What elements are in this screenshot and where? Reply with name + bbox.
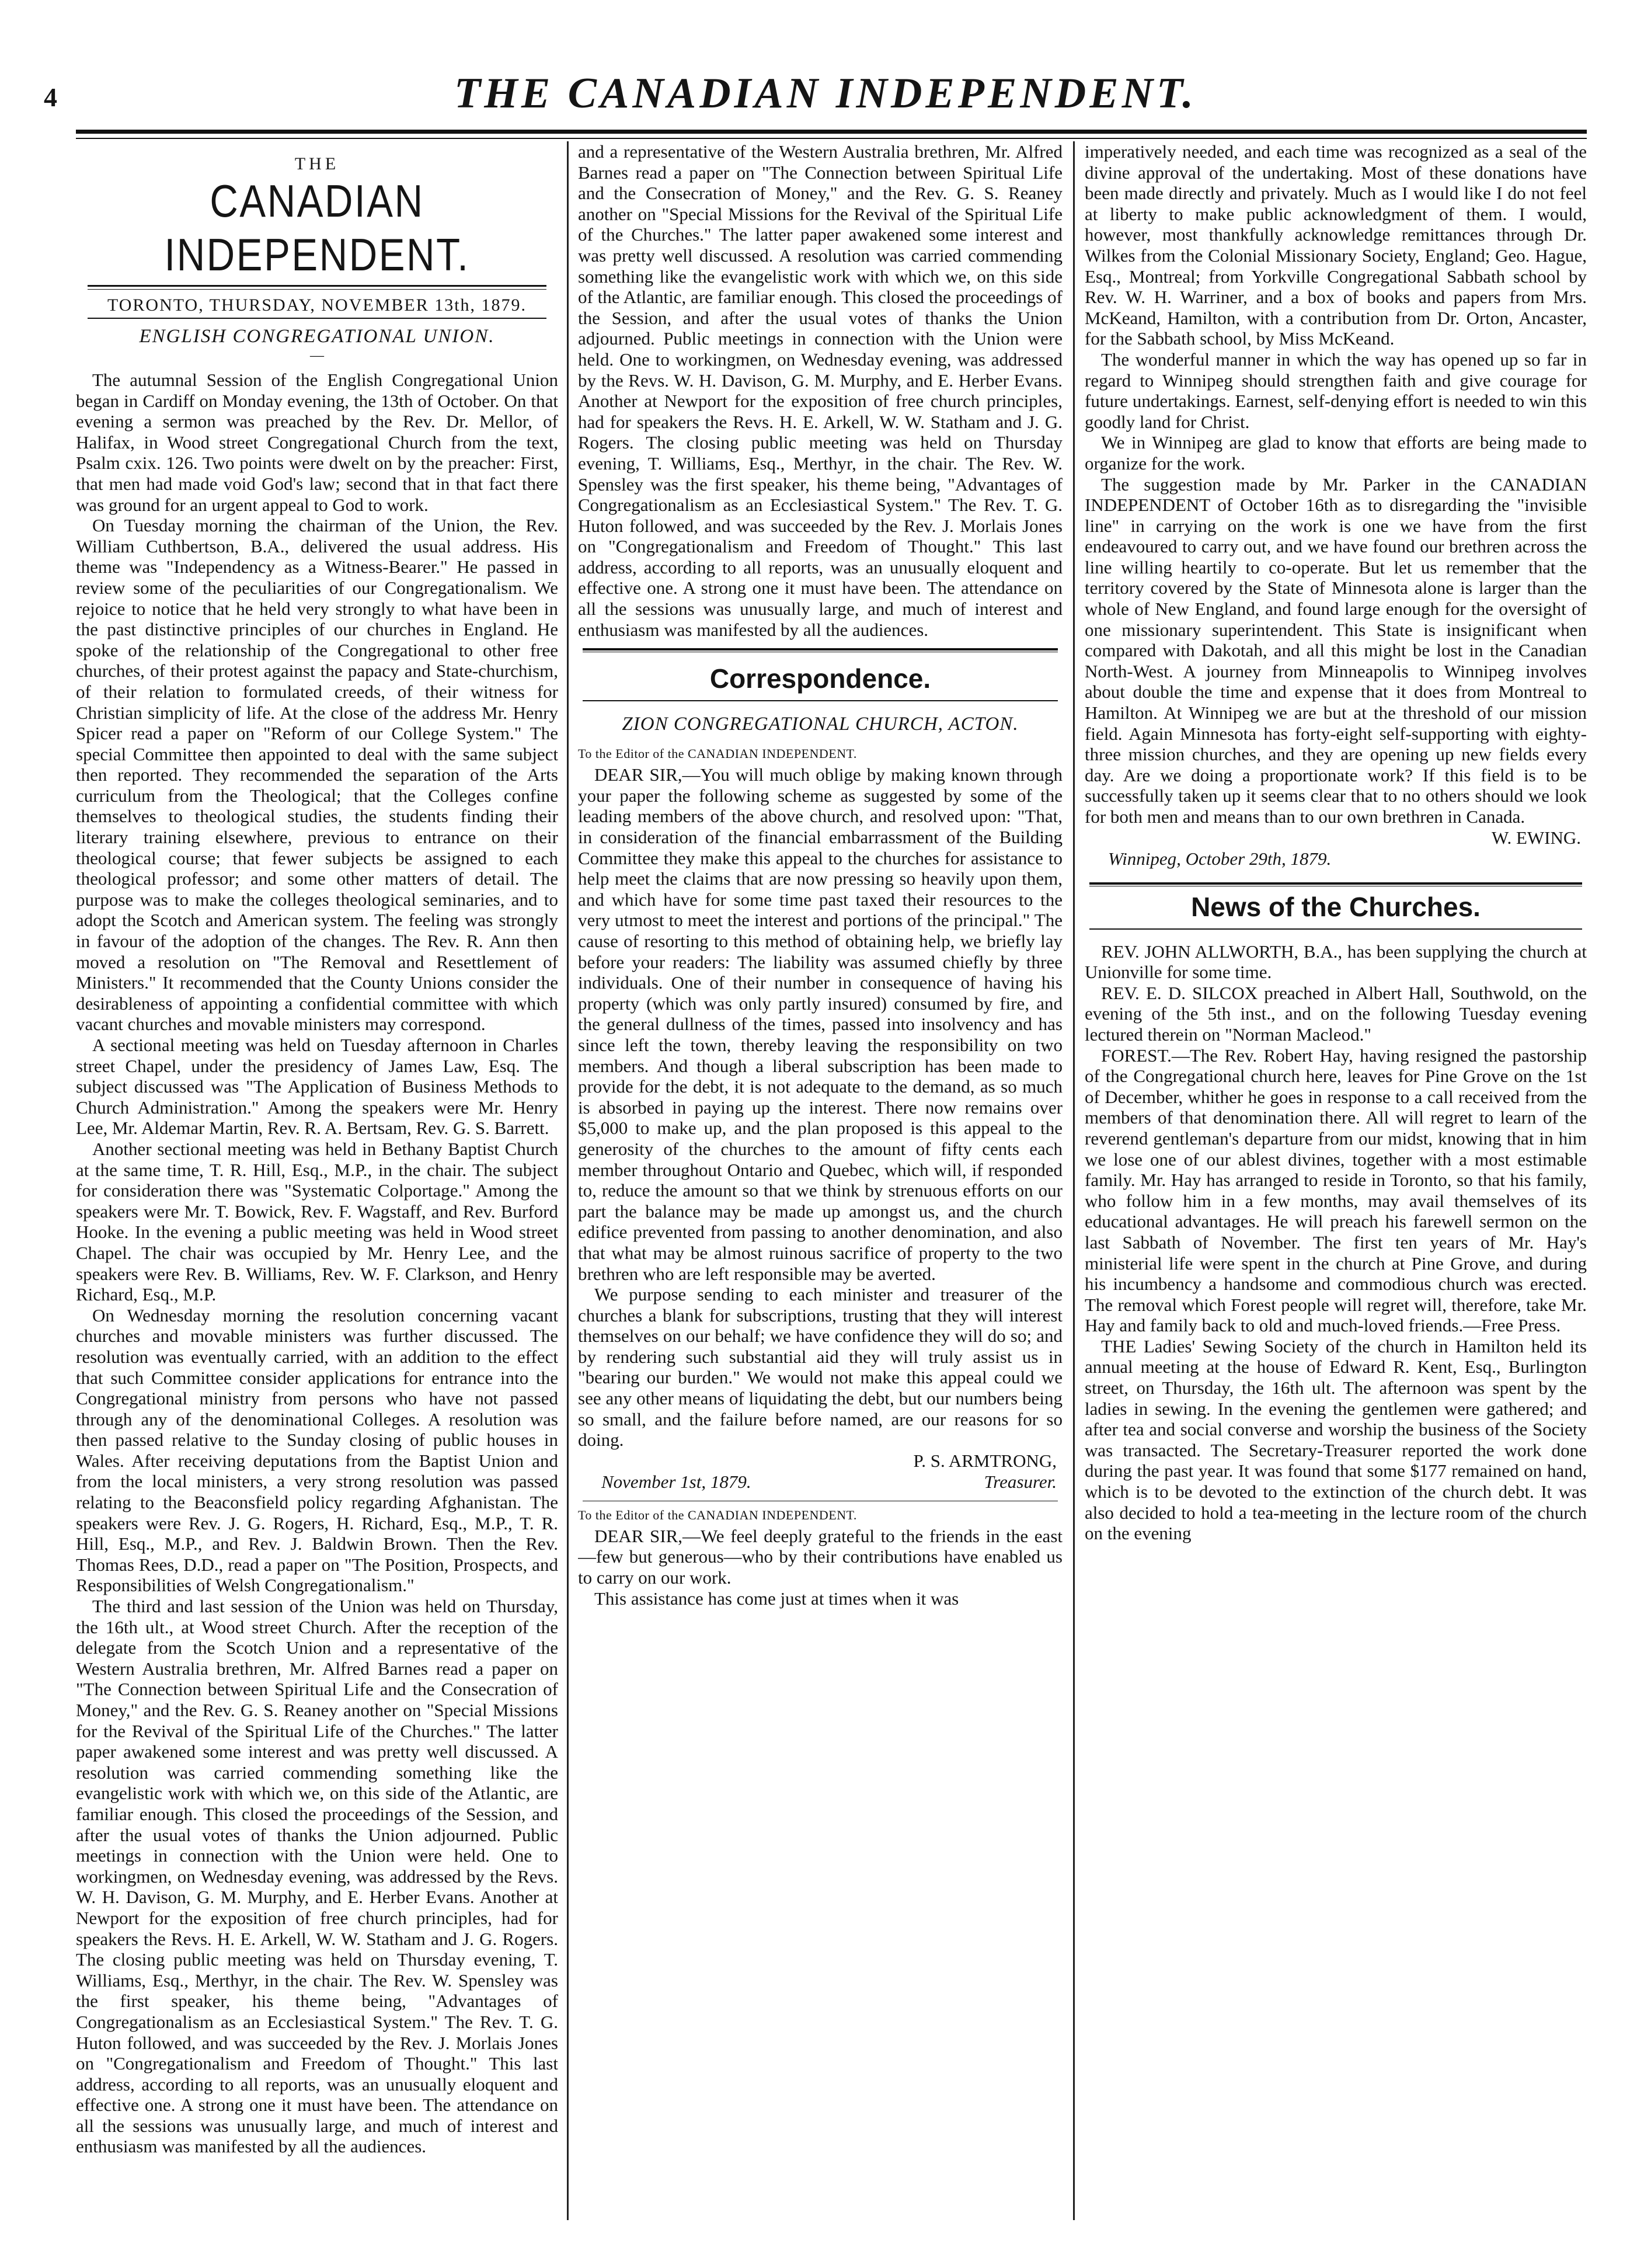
- section-separator: [583, 648, 1058, 651]
- masthead-title: CANADIAN INDEPENDENT.: [164, 175, 470, 280]
- news-item: FOREST.—The Rev. Robert Hay, having resigned the pastorship of the Congregational church here, leaves for Pine Grove on the 1st of December, whither he goes in response to a call received from the members of that denomination there. All will regret to learn of the reverend gentleman's departure from our midst, knowing that in him we lose one of our ablest divines, together with a most estimable family. Mr. Hay has arranged to reside in Toronto, so that his family, who follow him in a few months, may avail themselves of its educational advantages. He will preach his farewell sermon on the last Sabbath of November. The first ten years of Mr. Hay's ministerial life were spent in the church at Pine Grove, and during his incumbency a handsome and commodious church was erected. The removal which Forest people will regret will, therefore, take Mr. Hay and family back to old and much-loved friends.—Free Press.: [1085, 1045, 1587, 1336]
- letter-paragraph: The wonderful manner in which the way has opened up so far in regard to Winnipeg should strengthen faith and give courage for future undertakings. Earnest, self-denying effort is needed to win this goodly land for Christ.: [1085, 349, 1587, 432]
- news-item: REV. JOHN ALLWORTH, B.A., has been supplying the church at Unionville for some time.: [1085, 941, 1587, 983]
- letter-paragraph: This assistance has come just at times when it was: [594, 1588, 959, 1609]
- masthead-dateline: TORONTO, THURSDAY, NOVEMBER 13th, 1879.: [107, 295, 527, 315]
- letter-signature: P. S. ARMTRONG,: [913, 1450, 1057, 1471]
- letter-paragraph: DEAR SIR,—We feel deeply grateful to the friends in the east—few but generous—who by their contributions have enabled us to carry on our work.: [578, 1525, 1063, 1588]
- letter-signoff: [578, 1472, 1063, 1493]
- heading-dash: —: [310, 348, 324, 363]
- to-editor-line: To the Editor of the CANADIAN INDEPENDENT.: [578, 1507, 857, 1522]
- letter-divider: [583, 1496, 1058, 1501]
- article-continuation: and a representative of the Western Australia brethren, Mr. Alfred Barnes read a paper on "The Connection between Spiritual Life and the Consecration of Money," and the Rev. G. S. Reaney another on "Special Missions for the Revival of the Spiritual Life of the Churches." The latter paper awakened some interest and was pretty well discussed. A resolution was carried commending something like the evangelistic work with which we, on this side of the Atlantic, are familiar enough. This closed the proceedings of the Session, and after the usual votes of thanks the Union adjourned. Public meetings in connection with the Union were held. One to workingmen, on Wednesday evening, was addressed by the Revs. W. H. Davison, G. M. Murphy, and E. Herber Evans. Another at Newport for the exposition of free church principles, had for speakers the Revs. H. E. Arkell, W. W. Statham and J. G. Rogers. The closing public meeting was held on Thursday evening, T. Williams, Esq., Merthyr, in the chair. The Rev. W. Spensley was the first speaker, his theme being, "Advantages of Congregationalism as an Ecclesiastical System." The Rev. T. G. Huton followed, and was succeeded by the Rev. J. Morlais Jones on "Congregationalism and Freedom of Thought." This last address, according to all reports, was an unusually eloquent and effective one. A strong one it must have been. The attendance on all the sessions was unusually large, and much of interest and enthusiasm was manifested by all the audiences.: [578, 141, 1063, 640]
- article-heading: ENGLISH CONGREGATIONAL UNION.: [139, 326, 495, 347]
- letter-date: Winnipeg, October 29th, 1879.: [1108, 848, 1332, 869]
- letter-role: Treasurer.: [984, 1471, 1057, 1492]
- news-item: THE Ladies' Sewing Society of the church in Hamilton held its annual meeting at the house of Edward R. Kent, Esq., Burlington street, on Thursday, the 16th ult. The afternoon was spent by the ladies in sewing. In the evening the gentlemen were gathered; and after tea and social converse and worship the business of the Society was transacted. The Secretary-Treasurer reported the work done during the past year. It was found that some $177 remained on hand, which is to be devoted to the extinction of the church debt. It was also decided to hold a tea-meeting in the lecture room of the church on the evening: [1085, 1335, 1587, 1544]
- to-editor-line: To the Editor of the CANADIAN INDEPENDENT.: [578, 746, 857, 761]
- masthead-rule: [88, 289, 546, 290]
- column-2: [578, 141, 1063, 2220]
- section-separator: [1089, 882, 1582, 885]
- letter-title: ZION CONGREGATIONAL CHURCH, ACTON.: [622, 714, 1019, 735]
- article-paragraph: The autumnal Session of the English Congregational Union began in Cardiff on Monday evening, the 13th of October. On that evening a sermon was preached by the Rev. Dr. Mellor, of Halifax, in Wood street Congregational Church from the text, Psalm cxix. 126. Two points were dwelt on by the preacher: First, that men had made void God's law; second that in that fact there was ground for an urgent appeal to God to work.: [76, 370, 558, 515]
- column-divider: [1073, 141, 1075, 2220]
- letter-paragraph: We purpose sending to each minister and treasurer of the churches a blank for subscriptions, trusting that they will interest themselves on our behalf; we have confidence they will do so; and by rendering such substantial aid they will truly assist us in "bearing our burden." We would not make this appeal could we see any other means of liquidating the debt, but our numbers being so small, and the failure before named, are our reasons for so doing.: [578, 1284, 1063, 1450]
- column-divider: [567, 141, 569, 2220]
- heading-rule: [583, 700, 1058, 701]
- running-head: THE CANADIAN INDEPENDENT.: [454, 69, 1197, 117]
- news-item: REV. E. D. SILCOX preached in Albert Hall, Southwold, on the evening of the 5th inst., and on the following Tuesday evening lectured therein on "Norman Macleod.": [1085, 982, 1587, 1045]
- letter-paragraph: We in Winnipeg are glad to know that efforts are being made to organize for the work.: [1085, 432, 1587, 474]
- masthead-the: THE: [294, 154, 340, 173]
- letter-signature: W. EWING.: [1492, 827, 1581, 848]
- heading-rule: [1089, 928, 1582, 930]
- article-paragraph: The third and last session of the Union was held on Thursday, the 16th ult., at Wood street Church. After the reception of the delegate from the Scotch Union and a representative of the Western Australia brethren, Mr. Alfred Barnes read a paper on "The Connection between Spiritual Life and the Consecration of Money," and the Rev. G. S. Reaney another on "Special Missions for the Revival of the Spiritual Life of the Churches." The latter paper awakened some interest and was pretty well discussed. A resolution was carried commending something like the evangelistic work with which we, on this side of the Atlantic, are familiar enough. This closed the proceedings of the Session, and after the usual votes of thanks the Union adjourned. Public meetings in connection with the Union were held. One to workingmen, on Wednesday evening, was addressed by the Revs. W. H. Davison, G. M. Murphy, and E. Herber Evans. Another at Newport for the exposition of free church principles, had for speakers the Revs. H. E. Arkell, W. W. Statham and J. G. Rogers. The closing public meeting was held on Thursday evening, T. Williams, Esq., Merthyr, in the chair. The Rev. W. Spensley was the first speaker, his theme being, "Advantages of Congregationalism as an Ecclesiastical System." The Rev. T. G. Huton followed, and was succeeded by the Rev. J. Morlais Jones on "Congregationalism and Freedom of Thought." This last address, according to all reports, was an unusually eloquent and effective one. A strong one it must have been. The attendance on all the sessions was unusually large, and much of interest and enthusiasm was manifested by all the audiences.: [76, 1596, 558, 2157]
- header-rule-thick: [76, 130, 1587, 134]
- correspondence-heading: Correspondence.: [709, 663, 931, 694]
- letter-date: November 1st, 1879.: [601, 1471, 751, 1492]
- letter-paragraph: The suggestion made by Mr. Parker in the CANADIAN INDEPENDENT of October 16th as to disregarding the "invisible line" in carrying on the work is one we have from the first endeavoured to carry out, and we have found our brethren across the line willing heartily to co-operate. But let us remember that the territory covered by the State of Minnesota alone is larger than the whole of New England, and found large enough for the oversight of one missionary superintendent. This State is insignificant when compared with Dakotah, and all this might be lost in the Canadian North-West. A journey from Minneapolis to Winnipeg involves about double the time and expense that it does from Montreal to Hamilton. At Winnipeg we are but at the threshold of our mission field. Again Minnesota has forty-eight self-supporting with eighty-three mission churches, and they are opening up new fields every day. Are we doing a proportionate work? If this field is to be successfully taken up it seems clear that to no others should we look for both men and means than to our own brethren in Canada.: [1085, 474, 1587, 827]
- dateline-rule: [88, 318, 546, 319]
- column-3: [1085, 141, 1587, 2220]
- letter-paragraph: DEAR SIR,—You will much oblige by making known through your paper the following scheme as suggested by some of the leading members of the above church, and resolved upon: "That, in consideration of the financial embarrassment of the Building Committee they make this appeal to the churches for assistance to help meet the claims that are now pressing so heavily upon them, and which have for some time past taxed their resources to the very utmost to meet the interest and portions of the principal." The cause of resorting to this method of obtaining help, we briefly lay before your readers: The liability was assumed chiefly by three individuals. One of their number in consequence of having his property (which was only partly insured) consumed by fire, and the general dullness of the times, passed into insolvency and has since left the town, thereby leaving the responsibility on two members. And though a liberal subscription has been made to provide for the debt, it is not adequate to the demand, as so much is absorbed in paying up the interest. There now remains over $5,000 to make up, and the plan proposed is this appeal to the generosity of the churches to the amount of fifty cents each member throughout Ontario and Quebec, which will, if responded to, reduce the amount so that we think by strenuous efforts on our part the balance may be made up amongst us, and the church edifice prevented from passing to another denomination, and also that what may be almost ruinous sacrifice of property to the two brethren who are left responsible may be averted.: [578, 764, 1063, 1284]
- article-paragraph: Another sectional meeting was held in Bethany Baptist Church at the same time, T. R. Hill, Esq., M.P., in the chair. The subject for consideration there was "Systematic Colportage." Among the speakers were Mr. T. Bowick, Rev. F. Wagstaff, and Rev. Burford Hooke. In the evening a public meeting was held in Wood street Chapel. The chair was occupied by Mr. Henry Lee, and the speakers were Rev. B. Williams, Rev. W. F. Clarkson, and Henry Richard, Esq., M.P.: [76, 1138, 558, 1305]
- page-number: 4: [44, 82, 57, 112]
- masthead-rule: [88, 285, 546, 287]
- article-paragraph: On Wednesday morning the resolution concerning vacant churches and movable ministers was further discussed. The resolution was eventually carried, with an addition to the effect that such Committee consider applications for entrance into the Congregational ministry from persons who have not passed through any of the denominational Colleges. A resolution was then passed relative to the Sunday closing of public houses in Wales. After receiving deputations from the Baptist Union and from the local ministers, a very strong resolution was passed relating to the Beaconsfield policy regarding Afghanistan. The speakers were Rev. J. G. Rogers, H. Richard, Esq., M.P., T. R. Hill, Esq., M.P., and Rev. J. Baldwin Brown. Then the Rev. Thomas Rees, D.D., read a paper on "The Position, Prospects, and Responsibilities of Welsh Congregationalism.": [76, 1305, 558, 1596]
- letter-continuation: imperatively needed, and each time was recognized as a seal of the divine approval of the undertaking. Most of these donations have been made directly and privately. Much as I would like I do not feel at liberty to make public acknowledgment of them. I would, however, most thankfully acknowledge remittances through Dr. Wilkes from the Colonial Missionary Society, England; Geo. Hague, Esq., Montreal; from Yorkville Congregational Sabbath school by Rev. W. H. Warriner, and a box of books and papers from Mrs. McKeand, Hamilton, with a contribution from Dr. Orton, Ancaster, for the Sabbath school, by Miss McKeand.: [1085, 141, 1587, 349]
- article-paragraph: A sectional meeting was held on Tuesday afternoon in Charles street Chapel, under the presidency of James Law, Esq. The subject discussed was "The Application of Business Methods to Church Administration." Among the speakers were Mr. Henry Lee, Mr. Aldemar Martin, Rev. R. A. Bertsam, Rev. G. S. Barrett.: [76, 1035, 558, 1139]
- column-1: [76, 141, 558, 2220]
- header-rule-thin: [76, 138, 1587, 139]
- news-heading: News of the Churches.: [1191, 891, 1481, 922]
- article-paragraph: On Tuesday morning the chairman of the Union, the Rev. William Cuthbertson, B.A., delivered the usual address. His theme was "Independency as a Witness-Bearer." He passed in review some of the peculiarities of our Congregationalism. We rejoice to notice that he held very strongly to what have been in the past distinctive principles of our churches in England. He spoke of the relationship of the Congregational to other free churches, of their protest against the papacy and State-churchism, of their relation to formulated creeds, of their witness for Christian simplicity of life. At the close of the address Mr. Henry Spicer read a paper on "Reform of our College System." The special Committee then appointed to deal with the same subject then reported. They recommended the separation of the Arts curriculum from the Theological; that the Colleges confine themselves to theological studies, the students finding their literary training elsewhere, previous to entrance on their theological course; that fewer subjects be assigned to each theological professor; and some other matters of detail. The purpose was to make the colleges theological seminaries, and to adopt the Scotch and American system. The feeling was strongly in favour of the adoption of the changes. The Rev. R. Ann then moved a resolution on "The Removal and Resettlement of Ministers." It recommended that the County Unions consider the desirableness of appointing a confidential committee with which vacant churches and movable ministers may correspond.: [76, 515, 558, 1035]
